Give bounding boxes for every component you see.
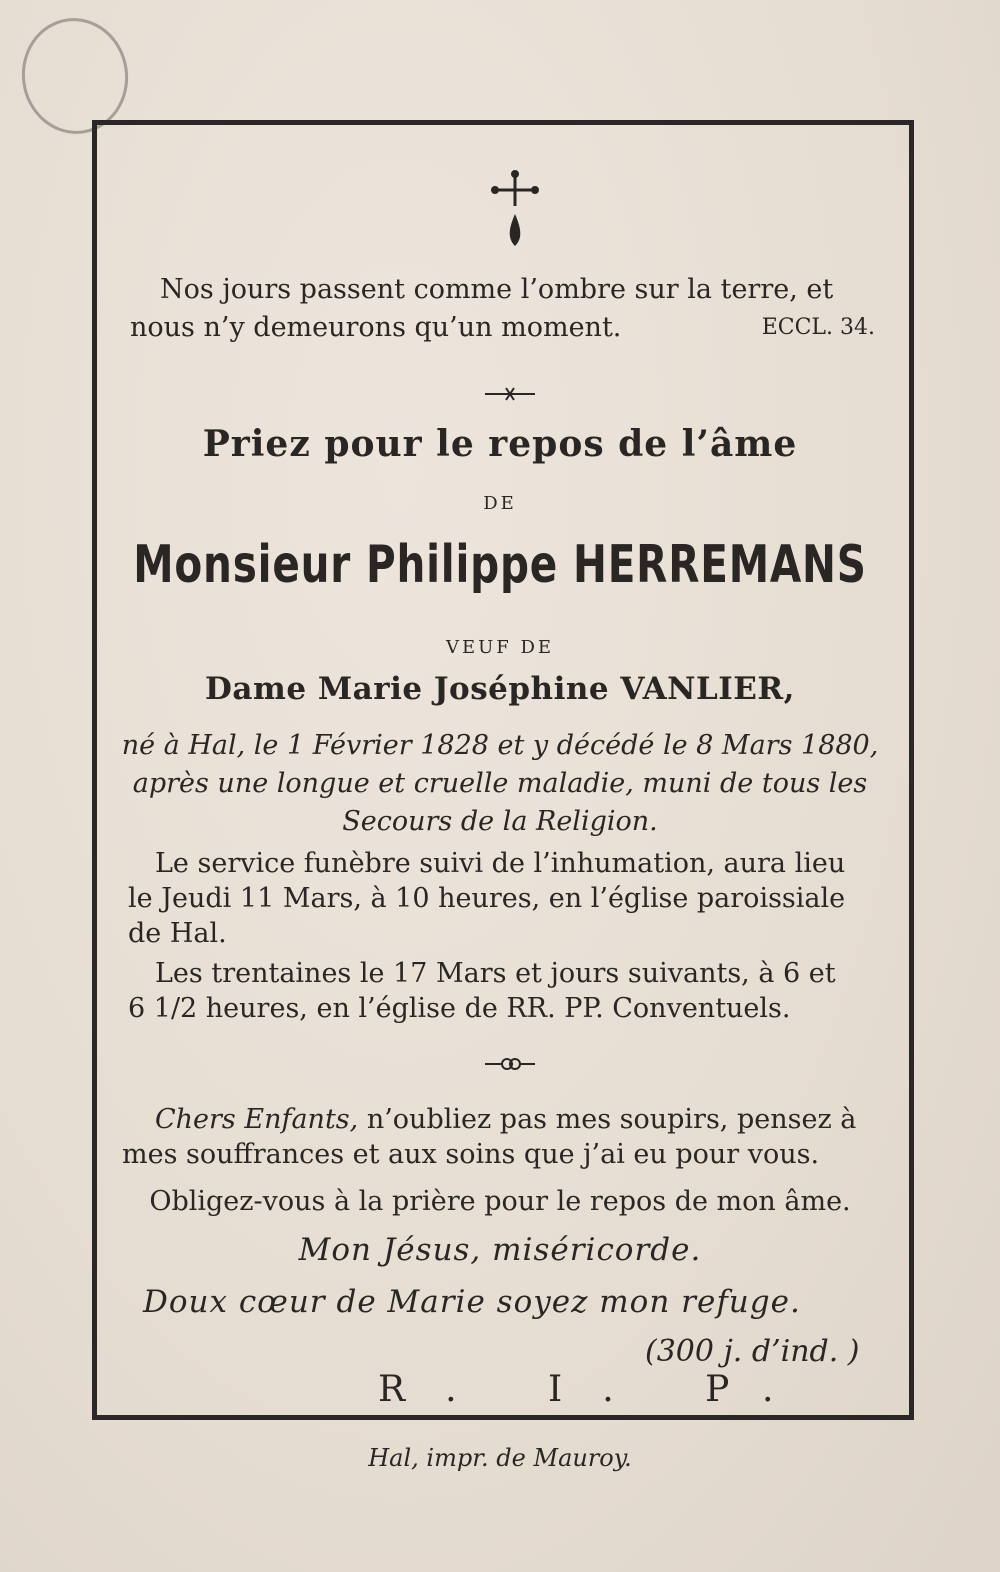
message-address: Chers Enfants,	[155, 1104, 359, 1135]
prayer-marie: Doux cœur de Marie soyez mon refuge.	[143, 1284, 801, 1320]
bio-line-2: après une longue et cruelle maladie, muni de tous les	[132, 768, 868, 799]
small-ornament-icon	[470, 1054, 550, 1074]
prayer-jesus: Mon Jésus, miséricorde.	[298, 1232, 702, 1268]
verse-line-2-text: nous n’y demeurons qu’un moment.	[130, 312, 622, 343]
indulgence-note: (300 j. d’ind. )	[645, 1334, 860, 1369]
rip-text: R. I. P.	[378, 1369, 814, 1410]
bio-line-1: né à Hal, le 1 Février 1828 et y décédé le 8 Mars 1880,	[121, 730, 879, 761]
service-line-2: le Jeudi 11 Mars, à 10 heures, en l’église paroissiale	[128, 883, 846, 914]
message-line-3: Obligez-vous à la prière pour le repos de mon âme.	[149, 1186, 851, 1217]
message-line-2: mes souffrances et aux soins que j’ai eu pour vous.	[122, 1139, 820, 1170]
printer-imprint: Hal, impr. de Mauroy.	[368, 1444, 632, 1472]
service-line-1: Le service funèbre suivi de l’inhumation, aura lieu	[155, 848, 846, 879]
veuf-label: VEUF DE	[445, 637, 555, 658]
verse-line-1	[160, 274, 890, 306]
cross-icon	[485, 166, 545, 256]
trentaines-line-2: 6 1/2 heures, en l’église de RR. PP. Conventuels.	[128, 993, 791, 1024]
pray-heading: Priez pour le repos de l’âme	[202, 423, 798, 465]
verse-line-2	[130, 312, 875, 344]
verse-line-1-text: Nos jours passent comme l’ombre sur la terre, et	[160, 274, 834, 305]
trentaines-line-1: Les trentaines le 17 Mars et jours suivants, à 6 et	[155, 958, 836, 989]
ornament-divider-icon	[470, 384, 550, 404]
deceased-name: Monsieur Philippe HERREMANS	[133, 535, 867, 595]
bio-line-3: Secours de la Religion.	[342, 806, 658, 837]
service-line-3: de Hal.	[128, 918, 227, 949]
verse-citation: ECCL. 34.	[761, 315, 875, 340]
de-label: DE	[483, 493, 517, 514]
message-line-1-rest: n’oubliez pas mes soupirs, pensez à	[358, 1104, 857, 1135]
spouse-name: Dame Marie Joséphine VANLIER,	[205, 671, 795, 707]
message-line-1	[155, 1104, 1000, 1136]
